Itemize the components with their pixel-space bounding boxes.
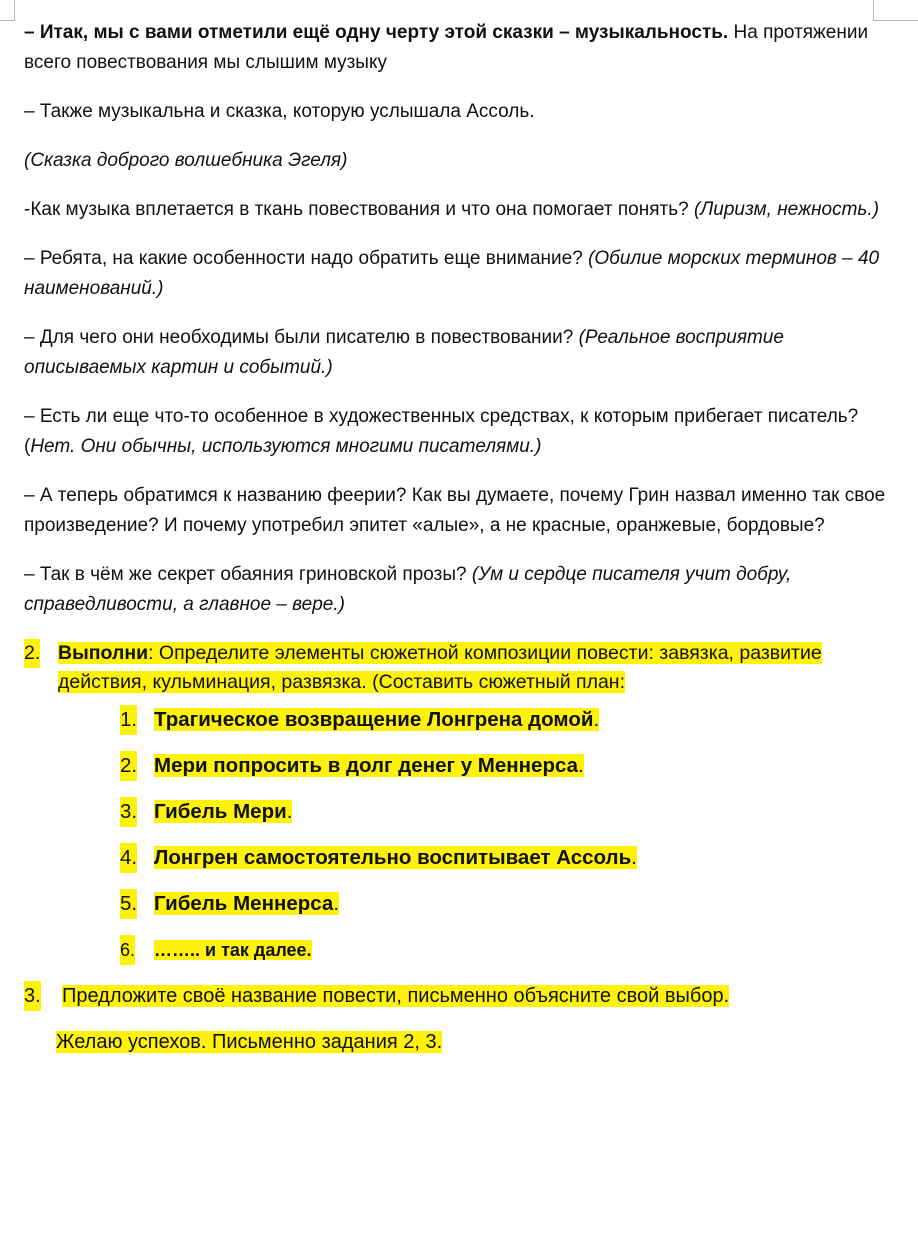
paragraph-answer: (Сказка доброго волшебника Эгеля) [24, 150, 348, 171]
plan-item [24, 705, 894, 735]
plan-item-tail: . [286, 800, 293, 823]
plan-item [24, 843, 894, 873]
plan-item [24, 935, 894, 965]
paragraph-text: На протяжении всего повествования мы слышим музыку [24, 22, 869, 73]
plan-item [24, 751, 894, 781]
paragraph-answer: (Реальное восприятие описываемых картин и событий.) [24, 327, 784, 378]
plan-item-text: Мери попросить в долг денег у Меннерса [154, 754, 579, 777]
plan-item [24, 889, 894, 919]
paragraph-text: – Ребята, на какие особенности надо обратить еще внимание? [24, 248, 589, 269]
plan-item-number: 5. [120, 889, 137, 919]
plan-item-tail: . [333, 892, 340, 915]
plan-item-tail: . [631, 846, 637, 869]
plan-item-number: 6. [120, 935, 135, 965]
plan-item-tail: . [578, 754, 584, 777]
paragraph-bold-lead: – Итак, мы с вами отметили ещё одну черту этой сказки – музыкальность. [24, 22, 729, 43]
task-text: : Определите элементы сюжетной композиции повести: завязка, развитие действия, кульминация, развязка. (Составить сюжетный план: [58, 642, 822, 693]
paragraph-music-question [24, 195, 894, 225]
paragraph-secret-question [24, 560, 894, 620]
paragraph-musicality [24, 18, 894, 78]
paragraph-answer: Нет. Они обычны, используются многими писателями.) [30, 436, 542, 457]
paragraph-text: – Так в чём же секрет обаяния гриновской прозы? [24, 564, 472, 585]
plan-item-text: Гибель Меннерса [154, 892, 334, 915]
task-lead: Выполни [58, 642, 149, 664]
plan-item-number: 3. [120, 797, 137, 827]
plan-item-number: 2. [120, 751, 137, 781]
task-2 [24, 639, 894, 697]
plan-item-text: Трагическое возвращение Лонгрена домой [154, 708, 594, 731]
plan-item-text: Гибель Мери [154, 800, 287, 823]
plan-item-number: 4. [120, 843, 137, 873]
plan-item [24, 797, 894, 827]
paragraph-text: – Есть ли еще что-то особенное в художественных средствах, к которым прибегает писатель? ( [24, 406, 859, 457]
paragraph-features-question [24, 244, 894, 304]
task-number: 3. [24, 981, 41, 1011]
plan-item-tail: . [593, 708, 600, 731]
plan-item-text: …….. и так далее. [154, 940, 312, 960]
paragraph-egle-tale [24, 146, 894, 176]
closing-text: Желаю успехов. Письменно задания 2, 3. [56, 1031, 443, 1053]
closing-line [24, 1027, 894, 1057]
plan-item-text: Лонгрен самостоятельно воспитывает Ассоль [154, 846, 632, 869]
paragraph-answer: (Обилие морских терминов – 40 наименований.) [24, 248, 880, 299]
paragraph-title-question [24, 481, 894, 541]
paragraph-answer: (Лиризм, нежность.) [693, 199, 880, 220]
document-page [24, 18, 894, 1057]
paragraph-text: – А теперь обратимся к названию феерии? Как вы думаете, почему Грин назвал именно так свое произведение? И почему употребил эпитет «алые», а не красные, оранжевые, бордовые? [24, 485, 886, 536]
paragraph-text: -Как музыка вплетается в ткань повествования и что она помогает понять? [24, 199, 694, 220]
task-number: 2. [24, 639, 40, 668]
task-3 [24, 981, 894, 1011]
paragraph-purpose-question [24, 323, 894, 383]
paragraph-answer: (Ум и сердце писателя учит добру, справедливости, а главное – вере.) [24, 564, 792, 615]
task-text: Предложите своё название повести, письменно объясните свой выбор. [62, 985, 730, 1007]
page-corner-mark-left [0, 0, 15, 21]
paragraph-assol-tale [24, 97, 894, 127]
plot-plan-list [24, 705, 894, 965]
paragraph-text: – Также музыкальна и сказка, которую услышала Ассоль. [24, 101, 535, 122]
paragraph-text: – Для чего они необходимы были писателю в повествовании? [24, 327, 579, 348]
paragraph-means-question [24, 402, 894, 462]
plan-item-number: 1. [120, 705, 137, 735]
